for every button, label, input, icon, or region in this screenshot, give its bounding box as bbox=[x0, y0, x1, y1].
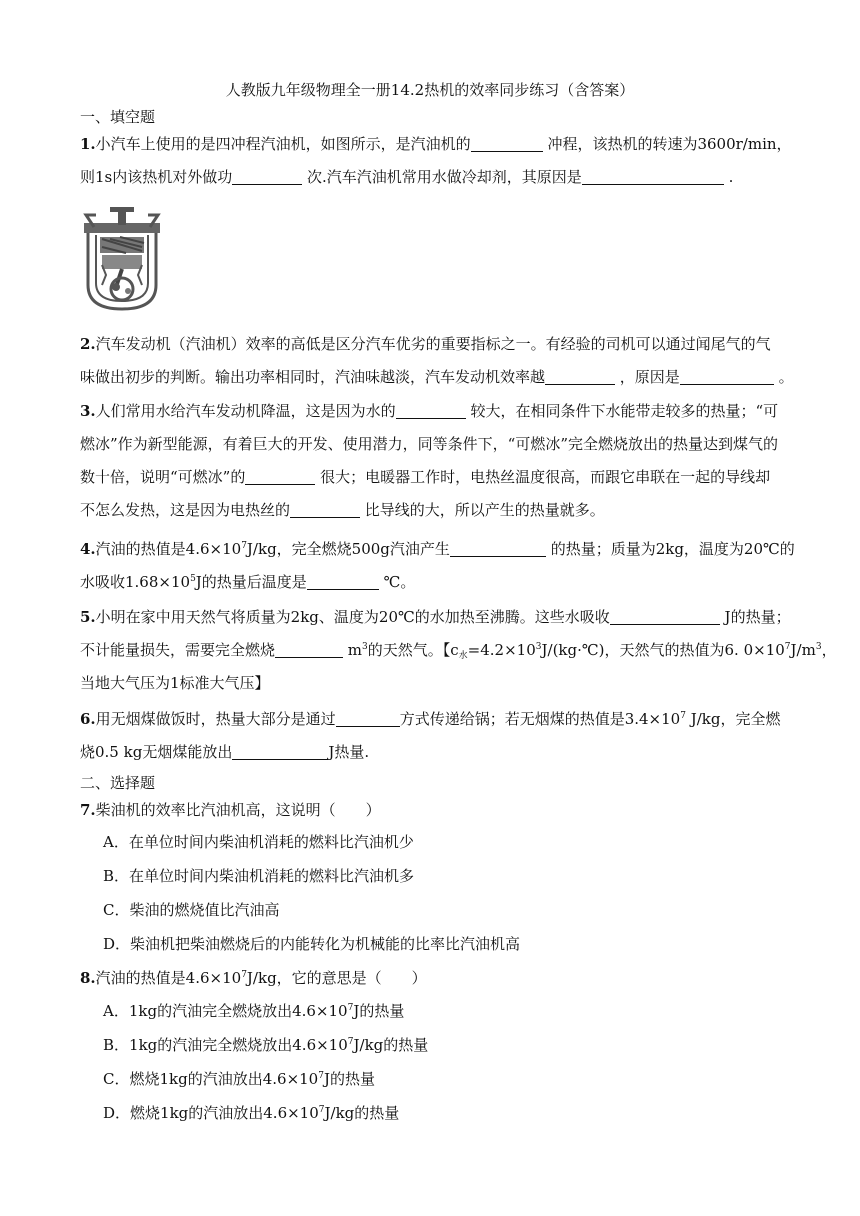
question-text: 的天然气。【c bbox=[367, 641, 459, 659]
question-text: J/kg，完全燃烧500g汽油产生 bbox=[246, 540, 450, 558]
exponent: 7 bbox=[318, 1105, 325, 1115]
question-text: 。 bbox=[773, 368, 794, 386]
option-7-b[interactable]: B．在单位时间内柴油机消耗的燃料比汽油机多 bbox=[103, 867, 415, 885]
question-text: =4.2×10 bbox=[467, 641, 536, 659]
question-text: 汽车发动机（汽油机）效率的高低是区分汽车优劣的重要指标之一。有经验的司机可以通过闻尾气的气 bbox=[95, 335, 771, 353]
question-number: 4. bbox=[80, 540, 96, 558]
question-text: ，原因是 bbox=[615, 368, 680, 386]
answer-blank[interactable] bbox=[307, 573, 379, 590]
answer-blank[interactable] bbox=[290, 501, 360, 518]
question-text: ， bbox=[821, 641, 837, 659]
question-number: 6. bbox=[80, 710, 96, 728]
question-3 bbox=[80, 395, 780, 527]
exponent: 3 bbox=[815, 642, 822, 652]
answer-blank[interactable] bbox=[471, 135, 543, 152]
question-number: 5. bbox=[80, 608, 96, 626]
question-text: 不计能量损失，需要完全燃烧 bbox=[80, 641, 276, 659]
question-text: J热量. bbox=[328, 743, 370, 761]
question-text: 次.汽车汽油机常用水做冷却剂，其原因是 bbox=[302, 168, 582, 186]
answer-blank[interactable] bbox=[232, 743, 328, 760]
section-fill-heading: 一、填空题 bbox=[80, 108, 156, 126]
answer-blank[interactable] bbox=[450, 540, 546, 557]
question-text: 人们常用水给汽车发动机降温，这是因为水的 bbox=[95, 402, 396, 420]
question-text: ℃。 bbox=[378, 573, 416, 591]
option-text: C．燃烧1kg的汽油放出4.6×10 bbox=[103, 1070, 319, 1088]
option-8-c[interactable] bbox=[103, 1069, 375, 1089]
option-text: A．1kg的汽油完全燃烧放出4.6×10 bbox=[103, 1002, 348, 1020]
answer-blank[interactable] bbox=[245, 468, 315, 485]
question-text: 比导线的大，所以产生的热量就多。 bbox=[360, 501, 605, 519]
question-text: 汽油的热值是4.6×10 bbox=[95, 540, 242, 558]
question-text: 的热量；质量为2kg，温度为20℃的 bbox=[545, 540, 795, 558]
question-text: 燃冰”作为新型能源，有着巨大的开发、使用潜力，同等条件下，“可燃冰”完全燃烧放出的热量达到煤气的 bbox=[80, 435, 779, 453]
subscript: 水 bbox=[458, 651, 468, 661]
question-text: 冲程，该热机的转速为3600r/min， bbox=[542, 135, 792, 153]
exponent: 3 bbox=[535, 642, 542, 652]
option-text: J/kg的热量 bbox=[353, 1036, 429, 1054]
question-text: . bbox=[723, 168, 734, 186]
engine-stroke-figure bbox=[82, 205, 162, 315]
exponent: 7 bbox=[241, 970, 247, 980]
option-7-c[interactable]: C．柴油的燃烧值比汽油高 bbox=[103, 901, 280, 919]
option-text: J的热量 bbox=[353, 1002, 405, 1020]
question-text: 汽油的热值是4.6×10 bbox=[95, 969, 242, 987]
question-text: 小汽车上使用的是四冲程汽油机，如图所示，是汽油机的 bbox=[95, 135, 471, 153]
exponent: 3 bbox=[362, 642, 368, 652]
question-number: 7. bbox=[80, 801, 96, 819]
exponent: 7 bbox=[318, 1071, 324, 1081]
answer-blank[interactable] bbox=[336, 710, 400, 727]
question-text: 不怎么发热，这是因为电热丝的 bbox=[80, 501, 291, 519]
option-text: D．燃烧1kg的汽油放出4.6×10 bbox=[103, 1104, 319, 1122]
question-number: 2. bbox=[80, 335, 96, 353]
answer-blank[interactable] bbox=[545, 368, 615, 385]
answer-blank[interactable] bbox=[232, 168, 302, 185]
question-2 bbox=[80, 328, 794, 394]
page-title: 人教版九年级物理全一册14.2热机的效率同步练习（含答案） bbox=[225, 81, 635, 99]
exponent: 7 bbox=[241, 541, 247, 551]
option-text: J的热量 bbox=[323, 1070, 375, 1088]
option-8-a[interactable] bbox=[103, 1001, 404, 1021]
exponent: 7 bbox=[347, 1037, 354, 1047]
option-text: J/kg的热量 bbox=[324, 1104, 400, 1122]
question-text: 用无烟煤做饭时，热量大部分是通过 bbox=[95, 710, 336, 728]
question-text: 柴油机的效率比汽油机高，这说明（ ） bbox=[95, 801, 381, 819]
question-text: J的热量后温度是 bbox=[195, 573, 307, 591]
question-text: 数十倍，说明“可燃冰”的 bbox=[80, 468, 246, 486]
question-text: 较大，在相同条件下水能带走较多的热量；“可 bbox=[465, 402, 779, 420]
option-7-a[interactable]: A．在单位时间内柴油机消耗的燃料比汽油机少 bbox=[103, 833, 414, 851]
question-number: 1. bbox=[80, 135, 96, 153]
question-text: J的热量； bbox=[719, 608, 791, 626]
exponent: 7 bbox=[784, 642, 791, 652]
answer-blank[interactable] bbox=[275, 641, 343, 658]
question-text: m bbox=[343, 641, 363, 659]
answer-blank[interactable] bbox=[396, 402, 466, 419]
exponent: 5 bbox=[190, 574, 196, 584]
question-1 bbox=[80, 128, 792, 194]
exponent: 7 bbox=[680, 711, 686, 721]
question-8 bbox=[80, 962, 780, 995]
question-5 bbox=[80, 601, 837, 700]
question-text: J/m bbox=[790, 641, 816, 659]
question-4 bbox=[80, 533, 795, 599]
question-text: J/kg，它的意思是（ ） bbox=[246, 969, 427, 987]
question-text: 当地大气压为1标准大气压】 bbox=[80, 674, 270, 692]
question-text: 小明在家中用天然气将质量为2kg、温度为20℃的水加热至沸腾。这些水吸收 bbox=[95, 608, 610, 626]
section-choice-heading: 二、选择题 bbox=[80, 774, 156, 792]
question-text: 水吸收1.68×10 bbox=[80, 573, 191, 591]
question-text: 则1s内该热机对外做功 bbox=[80, 168, 233, 186]
question-text: 烧0.5 kg无烟煤能放出 bbox=[80, 743, 233, 761]
question-text: J/(kg·℃)，天然气的热值为6. 0×10 bbox=[541, 641, 785, 659]
question-text: 很大；电暖器工作时，电热丝温度很高，而跟它串联在一起的导线却 bbox=[315, 468, 771, 486]
answer-blank[interactable] bbox=[610, 608, 720, 625]
question-text: 方式传递给锅；若无烟煤的热值是3.4×10 bbox=[399, 710, 681, 728]
answer-blank[interactable] bbox=[680, 368, 774, 385]
option-8-b[interactable] bbox=[103, 1035, 428, 1055]
question-text: 味做出初步的判断。输出功率相同时，汽油味越淡，汽车发动机效率越 bbox=[80, 368, 546, 386]
question-text: J/kg，完全燃 bbox=[685, 710, 781, 728]
question-number: 8. bbox=[80, 969, 96, 987]
question-6 bbox=[80, 703, 780, 769]
option-8-d[interactable] bbox=[103, 1103, 399, 1123]
exponent: 7 bbox=[347, 1003, 354, 1013]
option-text: B．1kg的汽油完全燃烧放出4.6×10 bbox=[103, 1036, 348, 1054]
option-7-d[interactable]: D．柴油机把柴油燃烧后的内能转化为机械能的比率比汽油机高 bbox=[103, 935, 521, 953]
answer-blank[interactable] bbox=[582, 168, 724, 185]
question-7 bbox=[80, 794, 780, 827]
question-number: 3. bbox=[80, 402, 96, 420]
